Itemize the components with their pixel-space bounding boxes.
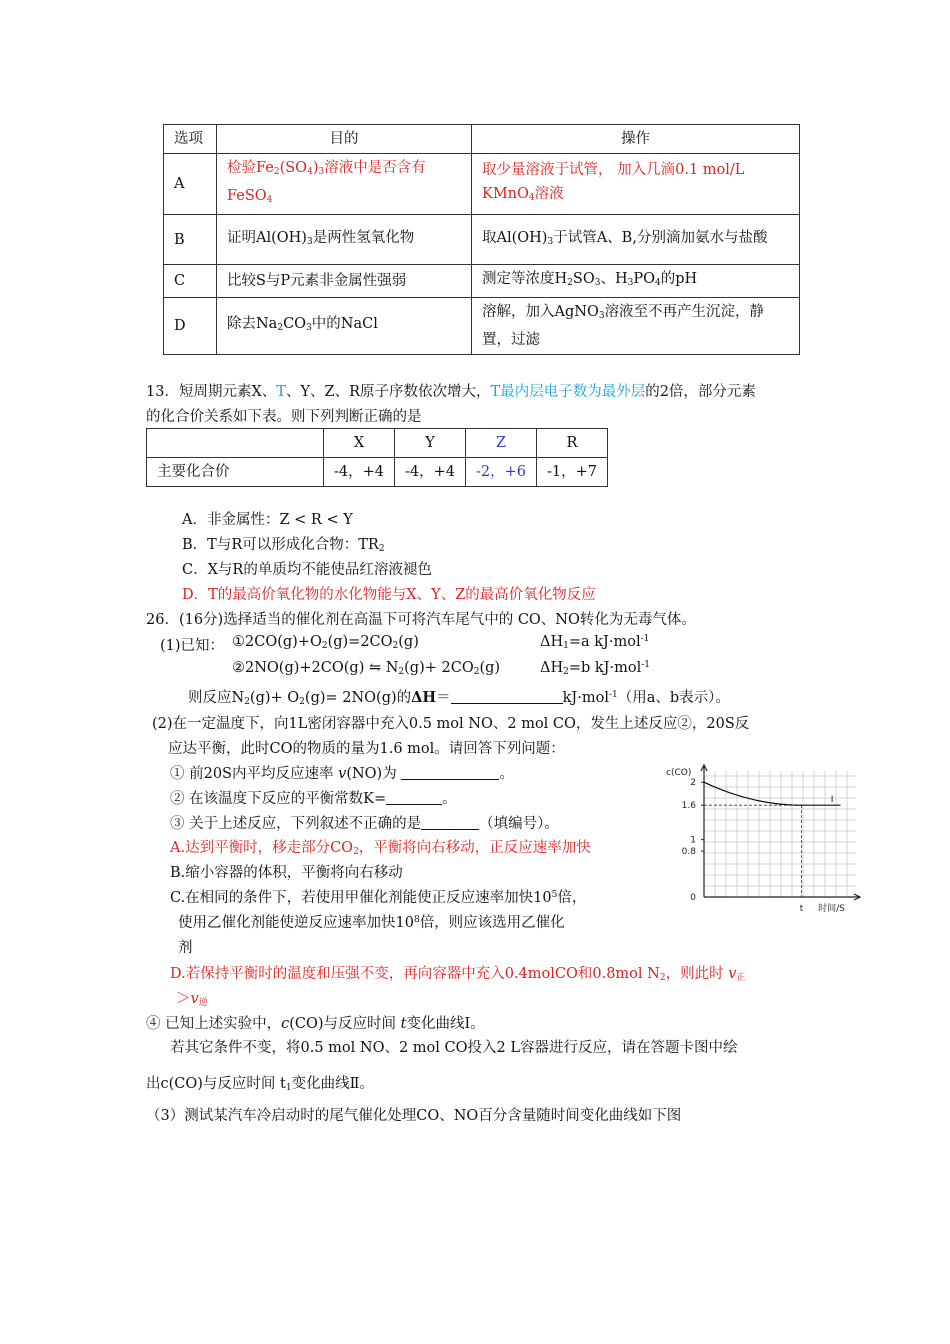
q13-header-z: Z — [466, 429, 537, 458]
q26-p1-ask: 则反应$N_2(g)+ O_2(g)= 2NO(g)$的ΔH＝ kJ·mol$^{-1}$（用a、b表示）。 — [188, 689, 730, 707]
row-a-purpose: 检验$Fe_2(SO_4)_3$溶液中是否含有FeSO$_4$ — [217, 154, 472, 215]
row-c-purpose: 比较S与P元素非金属性强弱 — [217, 265, 472, 298]
q13-valence-table — [146, 428, 608, 487]
q13-option-d: D．T的最高价氧化物的水化物能与X、Y、Z的最高价氧化物反应 — [182, 587, 596, 603]
q26-s4c: 出c(CO)与反应时间 $t_1$变化曲线Ⅱ。 — [146, 1076, 374, 1093]
series-label-I: Ⅰ — [830, 795, 834, 806]
x-axis-label: 时间/S — [818, 904, 845, 914]
q13-val-r: -1，+7 — [537, 458, 608, 487]
row-b-purpose: 证明$Al(OH)_3$是两性氢氧化物 — [217, 215, 472, 265]
q26-option-c-line2: 使用乙催化剂能使逆反应速率加快$10^8$倍，则应该选用乙催化 — [178, 915, 565, 931]
q26-title: 26．(16分)选择适当的催化剂在高温下可将汽车尾气中的 CO、NO转化为无毒气体。 — [146, 612, 696, 628]
q26-s3: ③ 关于上述反应，下列叙述不正确的是 （填编号）。 — [170, 816, 559, 832]
y-axis-label: c(CO) — [666, 768, 692, 778]
q26-s4b: 若其它条件不变，将0.5 mol NO、2 mol CO投入2 L容器进行反应，请在答题卡图中绘 — [170, 1040, 738, 1056]
q26-dh2: $\Delta H_2=b$ kJ·mol$^{-1}$ — [540, 660, 651, 677]
q13-stem-line1: 13．短周期元素X、T、Y、Z、R原子序数依次增大，T最内层电子数为最外层的2倍，部分元素 — [146, 384, 756, 400]
q26-dh1: $\Delta H_1=a$ kJ·mol$^{-1}$ — [540, 634, 650, 651]
q26-option-b: B.缩小容器的体积，平衡将向右移动 — [170, 865, 403, 881]
q13-row-label: 主要化合价 — [147, 458, 324, 487]
q13-header-blank — [147, 429, 324, 458]
q13-option-c: C．X与R的单质均不能使品红溶液褪色 — [182, 562, 432, 578]
row-a-option: A — [164, 154, 217, 215]
q13-val-z: -2，+6 — [466, 458, 537, 487]
q26-p1-label: (1)已知： — [160, 638, 225, 654]
q26-p3: （3）测试某汽车冷启动时的尾气催化处理CO、NO百分含量随时间变化曲线如下图 — [146, 1108, 682, 1124]
q13-val-x: -4，+4 — [324, 458, 395, 487]
row-d-option: D — [164, 298, 217, 355]
q13-header-x: X — [324, 429, 395, 458]
y-tick-label: 0 — [690, 893, 696, 903]
row-c-option: C — [164, 265, 217, 298]
header-operation: 操作 — [472, 125, 800, 154]
q12-table — [163, 124, 800, 355]
y-tick-label: 0.8 — [681, 847, 696, 858]
q26-option-d-line1: D.若保持平衡时的温度和压强不变，再向容器中充入0.4molCO和0.8mol $N_2$，则此时 $v_正$ — [170, 966, 746, 983]
y-tick-label: 1 — [690, 835, 696, 846]
q26-s4: ④ 已知上述实验中，c(CO)与反应时间 t变化曲线Ⅰ。 — [146, 1016, 485, 1032]
q26-p2-line1: (2)在一定温度下，向1L密闭容器中充入0.5 mol NO、2 mol CO，发生上述反应②，20S反 — [152, 716, 750, 732]
q26-option-a: A.达到平衡时，移走部分$CO_2$，平衡将向右移动，正反应速率加快 — [170, 840, 591, 857]
x-tick-label: t — [799, 904, 804, 914]
q13-stem-line2: 的化合价关系如下表。则下列判断正确的是 — [146, 409, 422, 425]
q26-eq1: $①2CO(g)+O_2(g)=2CO_2(g)$ — [232, 634, 419, 651]
q13-header-r: R — [537, 429, 608, 458]
row-c-operation: 测定等浓度$H_2SO_3$、$H_3PO_4$的pH — [472, 265, 800, 298]
q26-s2: ② 在该温度下反应的平衡常数K= 。 — [170, 791, 457, 807]
row-a-operation: 取少量溶液于试管， 加入几滴0.1 mol/L KMnO$_4$溶液 — [472, 154, 800, 215]
y-tick-label: 2 — [690, 778, 696, 789]
q26-option-c-line3: 剂 — [178, 940, 193, 956]
header-option: 选项 — [164, 125, 217, 154]
row-d-purpose: 除去$Na_2CO_3$中的NaCl — [217, 298, 472, 355]
y-tick-label: 1.6 — [681, 801, 696, 812]
q13-val-y: -4，+4 — [395, 458, 466, 487]
q26-eq2: ②2NO(g)+2CO(g) ⇋ $N_2(g)+ 2CO_2(g)$ — [232, 660, 501, 677]
row-d-operation: 溶解，加入AgNO$_3$溶液至不再产生沉淀，静置，过滤 — [472, 298, 800, 355]
q13-option-a: A．非金属性：Z < R < Y — [182, 512, 353, 528]
q13-header-y: Y — [395, 429, 466, 458]
co-time-chart — [660, 755, 865, 920]
row-b-operation: 取$Al(OH)_3$于试管A、B,分别滴加氨水与盐酸 — [472, 215, 800, 265]
q13-option-b: B．T与R可以形成化合物：$TR_2$ — [182, 537, 385, 554]
row-b-option: B — [164, 215, 217, 265]
header-purpose: 目的 — [217, 125, 472, 154]
q26-option-d-line2: $>v_逆$ — [176, 991, 208, 1008]
series-line-I — [704, 782, 841, 805]
q26-s1: ① 前20S内平均反应速率 v(NO)为 。 — [170, 766, 514, 782]
q26-option-c-line1: C.在相同的条件下，若使用甲催化剂能使正反应速率加快$10^5$倍， — [170, 890, 587, 906]
q26-p2-line2: 应达平衡，此时CO的物质的量为1.6 mol。请回答下列问题： — [168, 741, 565, 757]
